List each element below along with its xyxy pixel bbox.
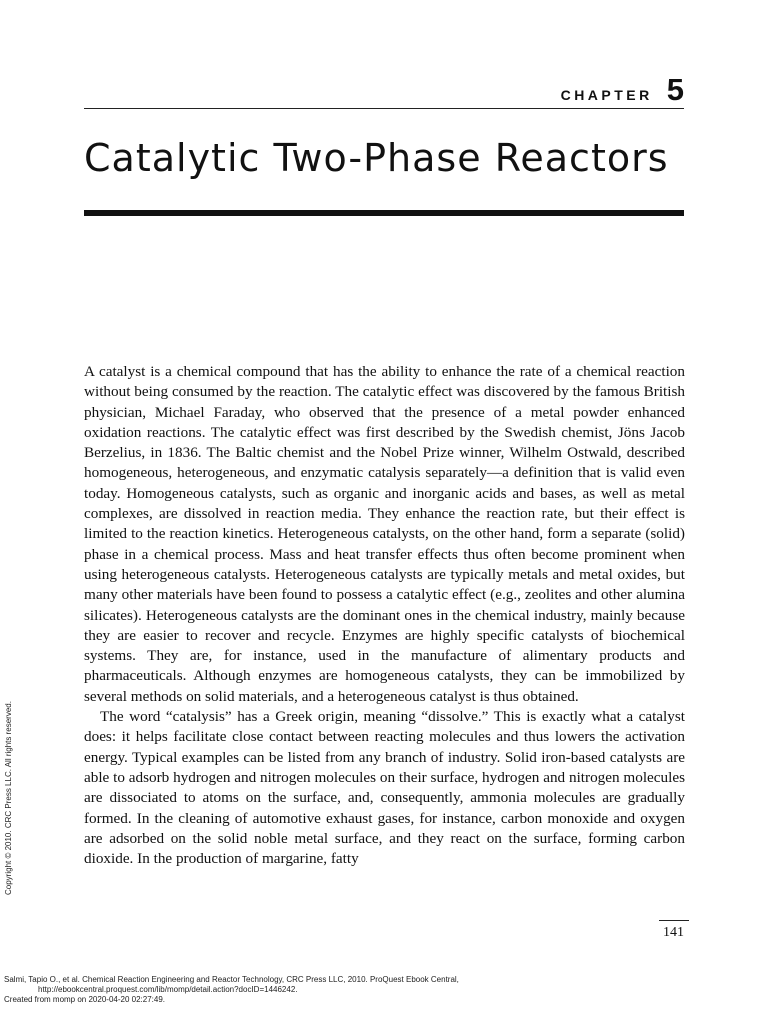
footer-link[interactable]: http://ebookcentral.proquest.com/lib/momp/detail.action?docID=1446242. [38,985,298,994]
page-number: 141 [663,925,684,940]
paragraph-2: The word “catalysis” has a Greek origin, meaning “dissolve.” This is exactly what a catalyst does: it helps facilitate close contact between reacting molecules and thus lowers the activation energy. Typical examples can be listed from any branch of industry. Solid iron-based catalysts are able to adsorb hydrogen and nitrogen molecules on their surface, hydrogen and nitrogen molecules are dissociated to atoms on the surface, and, consequently, ammonia molecules are gradually formed. In the cleaning of automotive exhaust gases, for instance, carbon monoxide and oxygen are adsorbed on the solid noble metal surface, and they react on the surface, forming carbon dioxide. In the production of margarine, fatty [84,708,685,868]
paragraph-1: A catalyst is a chemical compound that has the ability to enhance the rate of a chemical reaction without being consumed by the reaction. The catalytic effect was discovered by the famous British physician, Michael Faraday, who observed that the presence of a metal powder enhanced oxidation reactions. The catalytic effect was first described by the Swedish chemist, Jöns Jacob Berzelius, in 1836. The Baltic chemist and the Nobel Prize winner, Wilhelm Ostwald, described homogeneous, heterogeneous, and enzymatic catalysis separately—a definition that is valid even today. Homogeneous catalysts, such as organic and inorganic acids and bases, as well as metal complexes, are dissolved in reaction media. They enhance the reaction rate, but their effect is limited to the reaction kinetics. Heterogeneous catalysts, on the other hand, form a separate (solid) phase in a chemical process. Mass and heat transfer effects thus often become prominent when using heterogeneous catalysts. Heterogeneous catalysts are typically metals and metal oxides, but many other materials have been found to possess a catalytic effect (e.g., zeolites and other alumina silicates). Heterogeneous catalysts are the dominant ones in the chemical industry, mainly because they are easier to recover and recycle. Enzymes are highly specific catalysts of biochemical systems. They are, for instance, used in the manufacture of alimentary products and pharmaceuticals. Although enzymes are homogeneous catalysts, they can be immobilized by several methods on solid materials, and a heterogeneous catalyst is thus obtained. [84,363,685,705]
page-number-rule [659,920,689,921]
footer-citation [4,975,459,1005]
chapter-number: 5 [666,72,684,107]
footer-line-1: Salmi, Tapio O., et al. Chemical Reaction Engineering and Reactor Technology, CRC Press LLC, 2010. ProQuest Ebook Central, [4,975,459,984]
title-rule [84,210,684,216]
chapter-label [561,72,684,108]
header-rule [84,108,684,109]
footer-line-3: Created from momp on 2020-04-20 02:27:49. [4,995,165,1004]
side-copyright: Copyright © 2010. CRC Press LLC. All rights reserved. [4,701,13,895]
chapter-word: CHAPTER [560,87,653,103]
body-text [84,362,685,869]
chapter-title: Catalytic Two-Phase Reactors [84,136,669,180]
